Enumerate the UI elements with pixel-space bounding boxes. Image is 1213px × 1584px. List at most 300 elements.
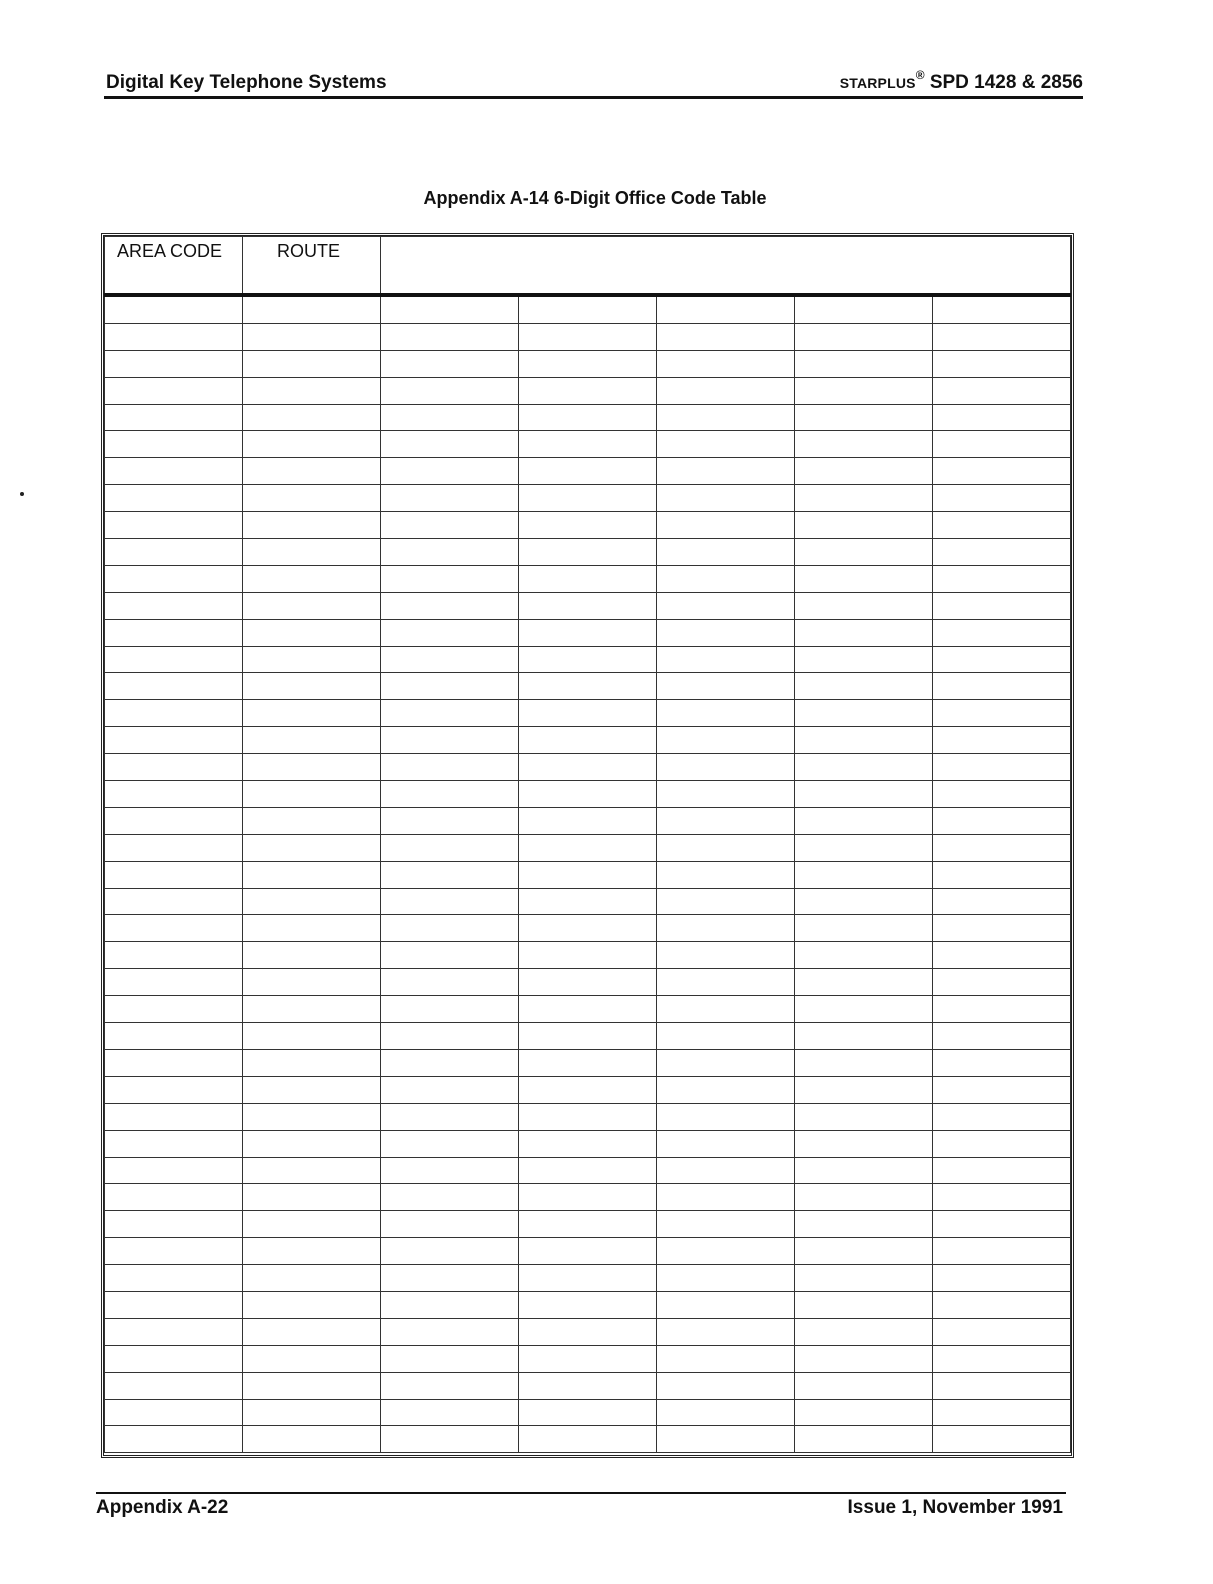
table-cell: [933, 458, 1071, 485]
page-title: Appendix A-14 6-Digit Office Code Table: [423, 188, 767, 208]
table-cell: [933, 1372, 1071, 1399]
table-row: [105, 619, 1071, 646]
table-cell: [933, 1426, 1071, 1453]
table-row: [105, 673, 1071, 700]
table-cell: [933, 1345, 1071, 1372]
table-cell: [243, 1372, 381, 1399]
table-cell: [243, 539, 381, 566]
table-cell: [243, 1103, 381, 1130]
table-cell: [657, 295, 795, 323]
table-cell: [795, 350, 933, 377]
table-cell: [657, 807, 795, 834]
table-cell: [933, 807, 1071, 834]
table-cell: [519, 646, 657, 673]
table-cell: [105, 1238, 243, 1265]
table-cell: [243, 834, 381, 861]
table-cell: [933, 996, 1071, 1023]
table-cell: [243, 458, 381, 485]
table-cell: [243, 942, 381, 969]
table-cell: [657, 1318, 795, 1345]
table-cell: [381, 1130, 519, 1157]
table-cell: [657, 592, 795, 619]
page-header-product: [839, 68, 1083, 94]
table-cell: [243, 646, 381, 673]
table-row: [105, 1184, 1071, 1211]
table-cell: [381, 942, 519, 969]
table-cell: [519, 700, 657, 727]
table-cell: [381, 1157, 519, 1184]
table-cell: [519, 1049, 657, 1076]
table-cell: [795, 1076, 933, 1103]
table-cell: [519, 915, 657, 942]
table-cell: [795, 565, 933, 592]
table-cell: [105, 1157, 243, 1184]
table-cell: [105, 1023, 243, 1050]
table-cell: [657, 1076, 795, 1103]
table-cell: [933, 754, 1071, 781]
table-row: [105, 754, 1071, 781]
table-cell: [933, 673, 1071, 700]
table-cell: [657, 888, 795, 915]
table-cell: [519, 754, 657, 781]
table-cell: [657, 1372, 795, 1399]
table-cell: [381, 1023, 519, 1050]
table-cell: [933, 646, 1071, 673]
table-cell: [243, 431, 381, 458]
column-header-route: ROUTE: [243, 237, 381, 296]
table-cell: [795, 1372, 933, 1399]
table-cell: [519, 377, 657, 404]
table-cell: [243, 485, 381, 512]
brand-name: STARPLUS: [839, 75, 916, 91]
table-cell: [105, 754, 243, 781]
table-cell: [381, 996, 519, 1023]
table-cell: [105, 404, 243, 431]
table-cell: [657, 942, 795, 969]
table-cell: [381, 458, 519, 485]
table-cell: [519, 1318, 657, 1345]
table-row: [105, 565, 1071, 592]
table-cell: [933, 1023, 1071, 1050]
table-cell: [381, 1265, 519, 1292]
table-cell: [657, 673, 795, 700]
table-cell: [105, 539, 243, 566]
table-cell: [933, 485, 1071, 512]
table-cell: [381, 888, 519, 915]
table-cell: [381, 1211, 519, 1238]
table-cell: [795, 727, 933, 754]
table-cell: [105, 431, 243, 458]
table-row: [105, 646, 1071, 673]
table-cell: [795, 942, 933, 969]
table-cell: [243, 1345, 381, 1372]
table-cell: [795, 1345, 933, 1372]
table-cell: [933, 834, 1071, 861]
column-header-area-code: AREA CODE: [105, 237, 243, 296]
table-cell: [381, 646, 519, 673]
table-row: [105, 512, 1071, 539]
table-cell: [795, 781, 933, 808]
table-cell: [657, 727, 795, 754]
table-cell: [105, 996, 243, 1023]
table-cell: [381, 1049, 519, 1076]
table-cell: [933, 1291, 1071, 1318]
table-cell: [381, 1345, 519, 1372]
table-cell: [933, 539, 1071, 566]
table-cell: [657, 969, 795, 996]
table-row: [105, 539, 1071, 566]
table-cell: [795, 1265, 933, 1292]
table-cell: [381, 861, 519, 888]
table-cell: [243, 1265, 381, 1292]
table-cell: [105, 1049, 243, 1076]
table-cell: [519, 323, 657, 350]
table-cell: [105, 592, 243, 619]
table-row: [105, 969, 1071, 996]
table-cell: [657, 485, 795, 512]
table-cell: [657, 619, 795, 646]
table-cell: [795, 969, 933, 996]
table-row: [105, 1318, 1071, 1345]
table-cell: [105, 727, 243, 754]
table-cell: [933, 431, 1071, 458]
table-cell: [933, 969, 1071, 996]
table-cell: [105, 1318, 243, 1345]
table-cell: [933, 1265, 1071, 1292]
table-cell: [657, 834, 795, 861]
table-cell: [933, 1184, 1071, 1211]
table-row: [105, 1023, 1071, 1050]
table-cell: [243, 512, 381, 539]
table-cell: [795, 377, 933, 404]
model-number: SPD 1428 & 2856: [929, 72, 1083, 93]
page-number: Appendix A-22: [96, 1497, 229, 1518]
office-code-table: [101, 233, 1074, 1458]
table-row: [105, 592, 1071, 619]
scan-speck: [20, 492, 24, 496]
table-cell: [657, 915, 795, 942]
table-row: [105, 295, 1071, 323]
table-cell: [381, 1399, 519, 1426]
table-row: [105, 323, 1071, 350]
table-cell: [105, 1291, 243, 1318]
table-row: [105, 727, 1071, 754]
table-cell: [243, 888, 381, 915]
table-row: [105, 1049, 1071, 1076]
table-cell: [243, 1184, 381, 1211]
table-cell: [519, 1265, 657, 1292]
table-cell: [243, 1426, 381, 1453]
table-cell: [105, 1372, 243, 1399]
table-cell: [795, 915, 933, 942]
table-cell: [381, 754, 519, 781]
table-cell: [657, 1291, 795, 1318]
table-cell: [933, 861, 1071, 888]
table-cell: [933, 700, 1071, 727]
table-cell: [519, 1291, 657, 1318]
table-cell: [795, 861, 933, 888]
table-cell: [105, 781, 243, 808]
table-cell: [933, 1211, 1071, 1238]
table-cell: [105, 700, 243, 727]
table-row: [105, 350, 1071, 377]
table-cell: [243, 673, 381, 700]
table-cell: [243, 350, 381, 377]
table-row: [105, 404, 1071, 431]
table-row: [105, 807, 1071, 834]
table-cell: [105, 915, 243, 942]
table-cell: [657, 377, 795, 404]
table-cell: [381, 1291, 519, 1318]
table-cell: [381, 673, 519, 700]
table-cell: [243, 1291, 381, 1318]
table-cell: [519, 1157, 657, 1184]
table-cell: [795, 295, 933, 323]
table-cell: [657, 754, 795, 781]
table-cell: [795, 1184, 933, 1211]
table-row: [105, 1399, 1071, 1426]
table-cell: [381, 1103, 519, 1130]
table-cell: [519, 727, 657, 754]
table-cell: [105, 807, 243, 834]
table-cell: [519, 592, 657, 619]
table-cell: [795, 1291, 933, 1318]
table-cell: [657, 512, 795, 539]
table-cell: [243, 1076, 381, 1103]
table-cell: [933, 1399, 1071, 1426]
table-cell: [657, 404, 795, 431]
table-cell: [519, 1238, 657, 1265]
table-cell: [795, 754, 933, 781]
table-cell: [795, 646, 933, 673]
table-cell: [243, 404, 381, 431]
table-row: [105, 915, 1071, 942]
table-cell: [381, 565, 519, 592]
table-cell: [243, 619, 381, 646]
table-cell: [105, 295, 243, 323]
table-cell: [657, 646, 795, 673]
table-cell: [381, 834, 519, 861]
table-cell: [519, 458, 657, 485]
table-cell: [381, 969, 519, 996]
table-row: [105, 485, 1071, 512]
table-cell: [933, 619, 1071, 646]
table-cell: [519, 781, 657, 808]
table-row: [105, 431, 1071, 458]
table-cell: [519, 539, 657, 566]
table-row: [105, 942, 1071, 969]
table-row: [105, 781, 1071, 808]
table-cell: [519, 1023, 657, 1050]
table-cell: [795, 888, 933, 915]
table-cell: [519, 861, 657, 888]
table-cell: [105, 1426, 243, 1453]
table-cell: [105, 888, 243, 915]
table-cell: [657, 996, 795, 1023]
table-cell: [933, 592, 1071, 619]
table-cell: [657, 1184, 795, 1211]
table-cell: [657, 1103, 795, 1130]
table-row: [105, 1157, 1071, 1184]
table-cell: [795, 1318, 933, 1345]
table-cell: [381, 915, 519, 942]
table-cell: [519, 512, 657, 539]
table-cell: [657, 1399, 795, 1426]
table-cell: [381, 485, 519, 512]
table-row: [105, 1345, 1071, 1372]
table-cell: [243, 861, 381, 888]
table-row: [105, 1291, 1071, 1318]
table-cell: [381, 1318, 519, 1345]
table-cell: [519, 1103, 657, 1130]
table-cell: [519, 1399, 657, 1426]
footer-rule: [96, 1492, 1066, 1494]
table-row: [105, 861, 1071, 888]
table-cell: [657, 458, 795, 485]
table-cell: [795, 404, 933, 431]
column-header-office-codes: [381, 237, 1071, 296]
table-cell: [381, 781, 519, 808]
table-row: [105, 1076, 1071, 1103]
table-cell: [795, 1157, 933, 1184]
table-cell: [657, 431, 795, 458]
table-cell: [105, 1345, 243, 1372]
table-cell: [519, 834, 657, 861]
table-cell: [105, 377, 243, 404]
table-cell: [381, 512, 519, 539]
table-row: [105, 458, 1071, 485]
table-cell: [795, 485, 933, 512]
table-cell: [519, 1426, 657, 1453]
table-cell: [795, 592, 933, 619]
table-cell: [381, 431, 519, 458]
table-row: [105, 888, 1071, 915]
table-cell: [381, 1372, 519, 1399]
table-cell: [795, 673, 933, 700]
table-cell: [243, 1399, 381, 1426]
table-cell: [105, 1103, 243, 1130]
table-row: [105, 700, 1071, 727]
table-cell: [381, 404, 519, 431]
table-cell: [381, 1426, 519, 1453]
table-cell: [795, 996, 933, 1023]
table-cell: [381, 700, 519, 727]
table-cell: [381, 323, 519, 350]
table-cell: [657, 700, 795, 727]
table-cell: [105, 1211, 243, 1238]
table-cell: [105, 512, 243, 539]
table-cell: [519, 1130, 657, 1157]
table-cell: [243, 377, 381, 404]
table-cell: [243, 807, 381, 834]
table-cell: [105, 565, 243, 592]
table-cell: [519, 888, 657, 915]
table-cell: [933, 512, 1071, 539]
table-cell: [933, 942, 1071, 969]
table-cell: [381, 1076, 519, 1103]
table-row: [105, 1103, 1071, 1130]
table-cell: [105, 458, 243, 485]
table-cell: [795, 1399, 933, 1426]
table-cell: [795, 1238, 933, 1265]
table-cell: [519, 295, 657, 323]
table-cell: [243, 1238, 381, 1265]
table-cell: [519, 431, 657, 458]
table-header-row: [105, 237, 1071, 296]
table-cell: [105, 646, 243, 673]
table-cell: [519, 807, 657, 834]
table-cell: [657, 861, 795, 888]
table-cell: [795, 700, 933, 727]
table-cell: [381, 295, 519, 323]
table-cell: [243, 592, 381, 619]
table-cell: [657, 350, 795, 377]
table-cell: [243, 1211, 381, 1238]
table-cell: [657, 1238, 795, 1265]
table-row: [105, 1130, 1071, 1157]
table-cell: [105, 1130, 243, 1157]
table-row: [105, 834, 1071, 861]
table-cell: [105, 969, 243, 996]
table-cell: [519, 1184, 657, 1211]
table-cell: [795, 1023, 933, 1050]
table-cell: [519, 942, 657, 969]
table-cell: [381, 592, 519, 619]
table-cell: [795, 1211, 933, 1238]
table-cell: [105, 350, 243, 377]
table-cell: [795, 834, 933, 861]
table-cell: [381, 1238, 519, 1265]
table-row: [105, 1238, 1071, 1265]
table-cell: [795, 539, 933, 566]
table-cell: [657, 1023, 795, 1050]
table-cell: [243, 754, 381, 781]
table-cell: [243, 1130, 381, 1157]
table-cell: [519, 1372, 657, 1399]
table-cell: [105, 619, 243, 646]
table-cell: [381, 727, 519, 754]
table-cell: [795, 1103, 933, 1130]
table-cell: [105, 1076, 243, 1103]
table-cell: [243, 969, 381, 996]
table-cell: [933, 404, 1071, 431]
table-cell: [243, 295, 381, 323]
table-cell: [105, 1399, 243, 1426]
table-cell: [105, 834, 243, 861]
table-row: [105, 377, 1071, 404]
table-cell: [933, 377, 1071, 404]
table-cell: [519, 1345, 657, 1372]
table-cell: [243, 727, 381, 754]
page-header-title: Digital Key Telephone Systems: [106, 72, 387, 93]
table-cell: [795, 323, 933, 350]
table-cell: [243, 565, 381, 592]
table-cell: [381, 350, 519, 377]
table-cell: [933, 1076, 1071, 1103]
table-cell: [933, 1238, 1071, 1265]
table-cell: [105, 1265, 243, 1292]
table-cell: [933, 323, 1071, 350]
table-cell: [243, 1023, 381, 1050]
table-cell: [795, 619, 933, 646]
table-cell: [933, 1103, 1071, 1130]
table-cell: [795, 1426, 933, 1453]
table-cell: [243, 700, 381, 727]
table-cell: [795, 1049, 933, 1076]
table-cell: [933, 781, 1071, 808]
table-cell: [519, 485, 657, 512]
table-cell: [657, 781, 795, 808]
